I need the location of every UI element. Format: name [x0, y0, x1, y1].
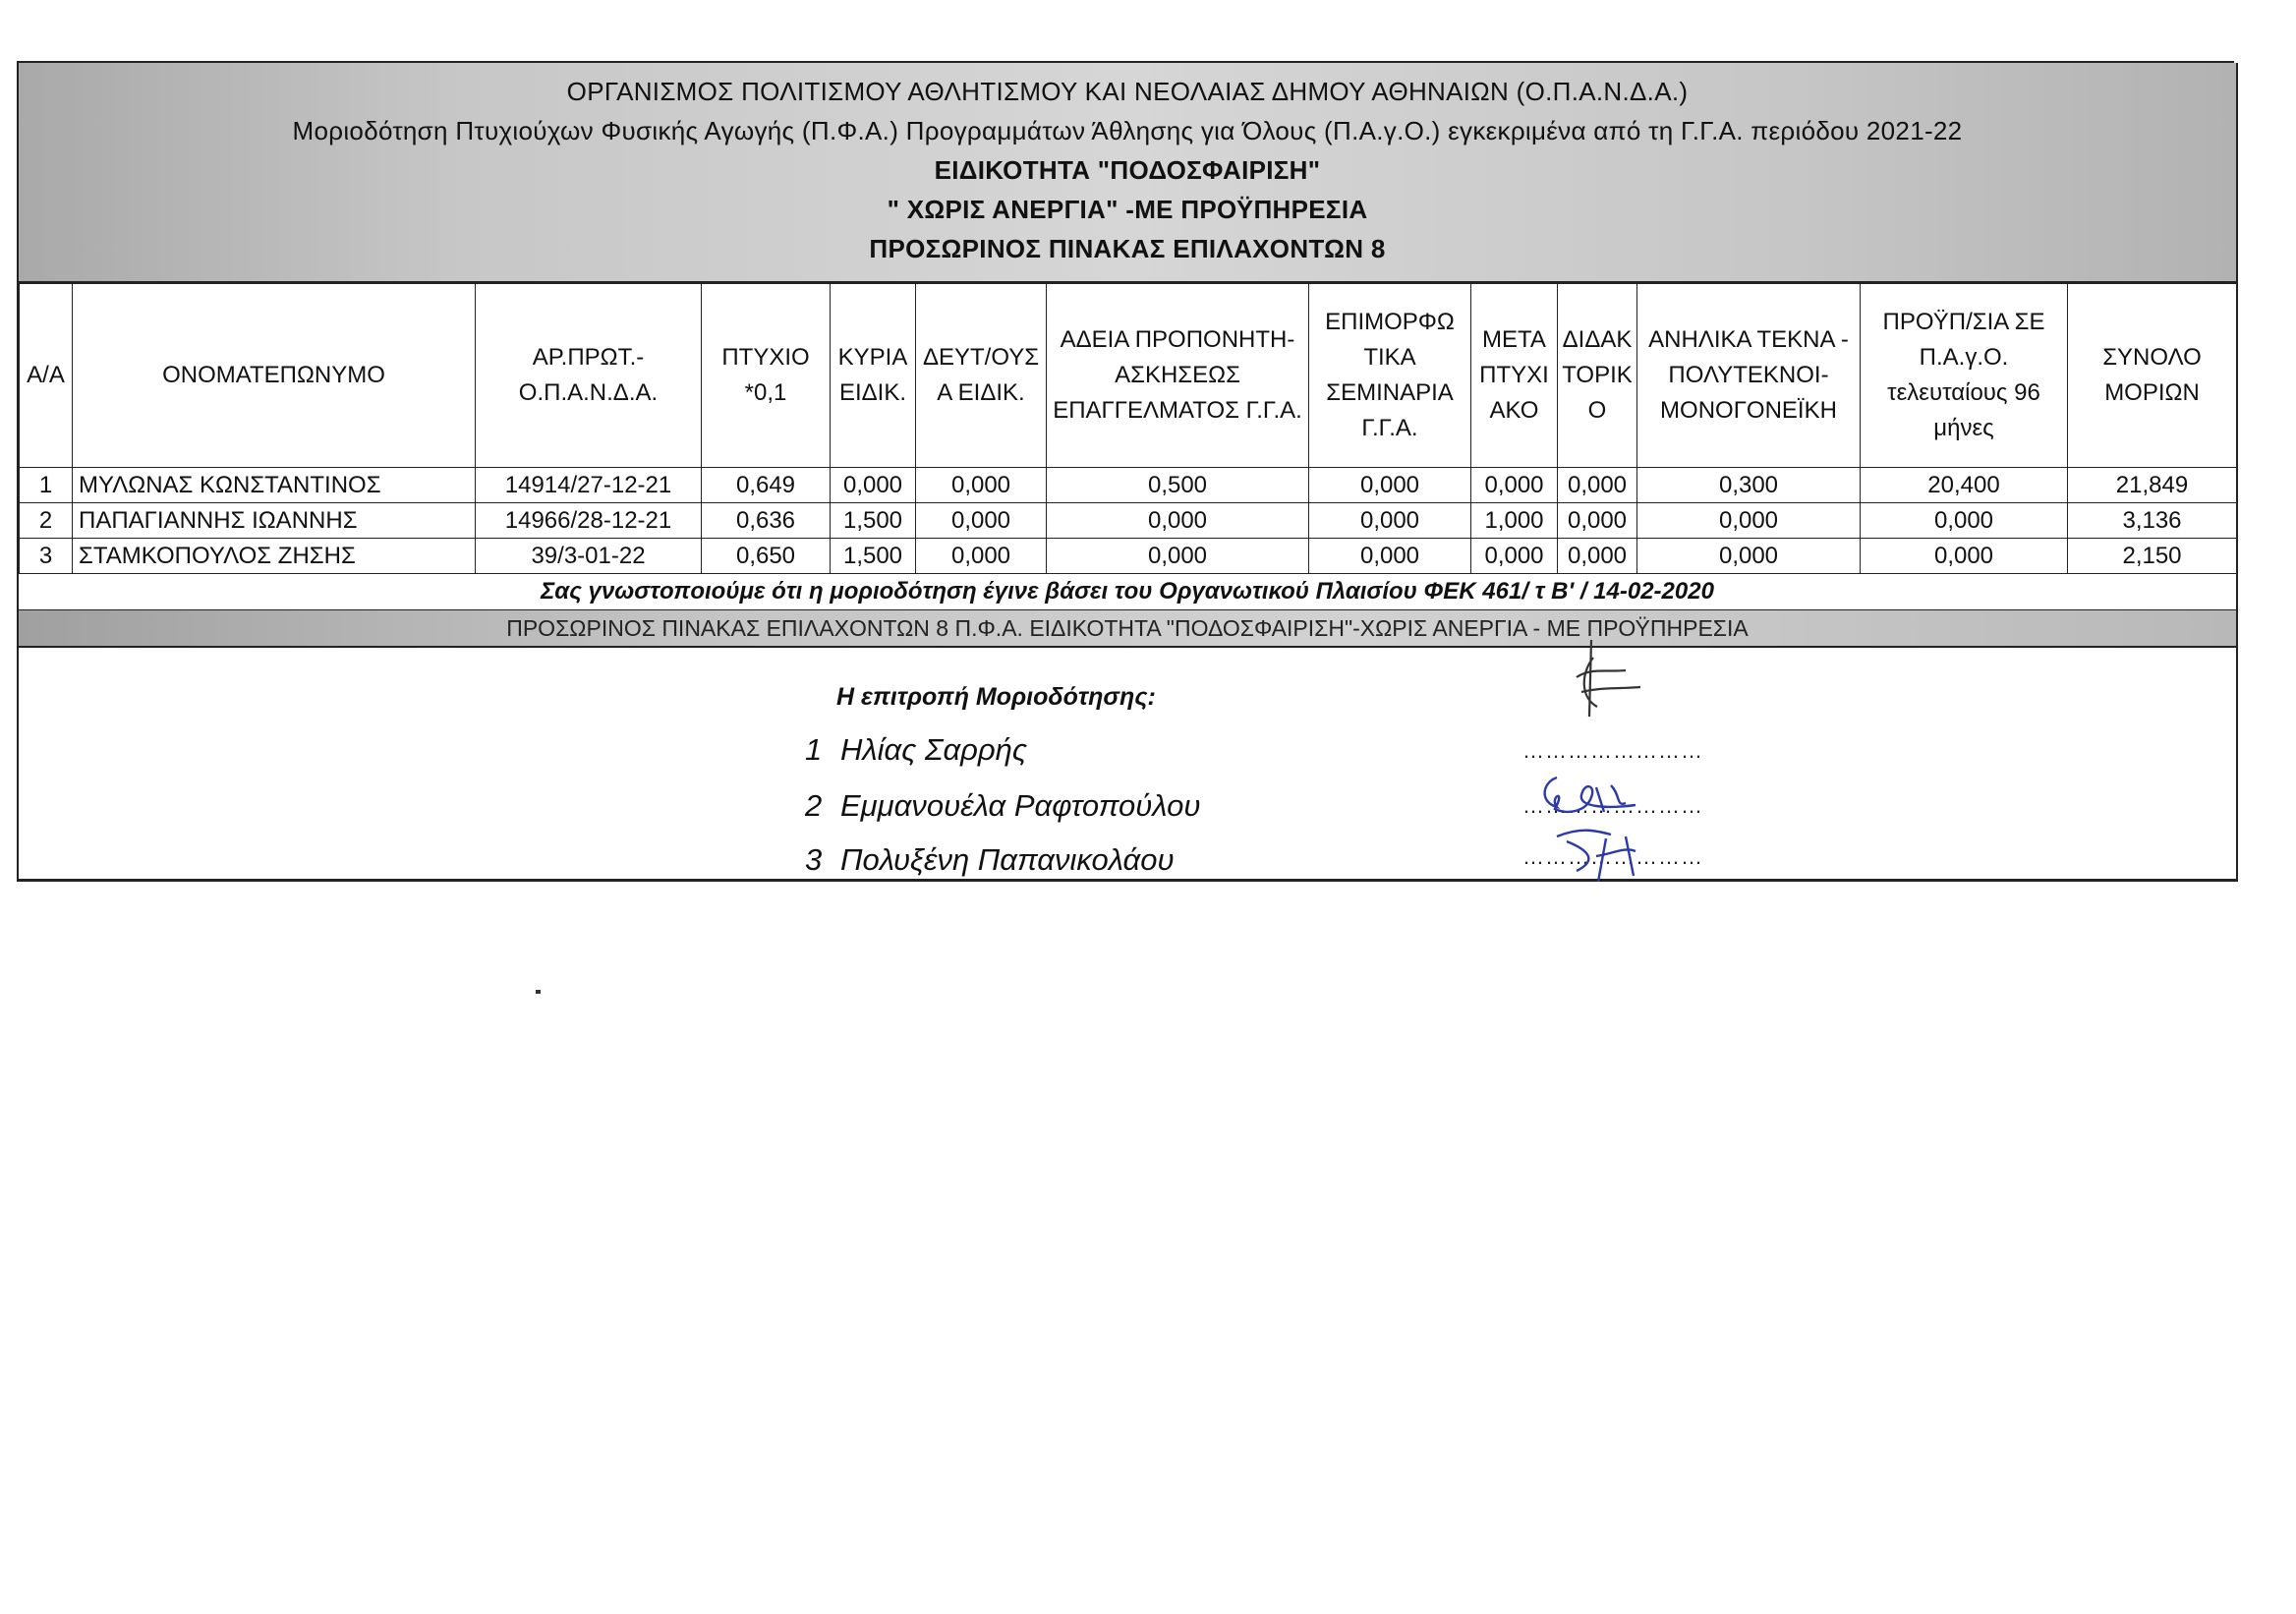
cell-coach-license: 0,500	[1047, 468, 1309, 503]
scoring-description: Μοριοδότηση Πτυχιούχων Φυσικής Αγωγής (Π.Φ.Α.) Προγραμμάτων Άθλησης για Όλους (Π.Α.γ.Ο.) εγκεκριμένα από τη Γ.Γ.Α. περιόδου 2021-22	[292, 116, 1963, 145]
col-header-total: ΣΥΝΟΛΟ ΜΟΡΙΩΝ	[2068, 284, 2237, 468]
specialty-title: ΕΙΔΙΚΟΤΗΤΑ "ΠΟΔΟΣΦΑΙΡΙΣΗ"	[934, 155, 1321, 185]
col-header-coach-license: ΑΔΕΙΑ ΠΡΟΠΟΝΗΤΗ- ΑΣΚΗΣΕΩΣ ΕΠΑΓΓΕΛΜΑΤΟΣ Γ.Γ.Α.	[1047, 284, 1309, 468]
cell-name: ΠΑΠΑΓΙΑΝΝΗΣ ΙΩΑΝΝΗΣ	[73, 503, 476, 539]
cell-total: 2,150	[2068, 539, 2237, 574]
organization-title: ΟΡΓΑΝΙΣΜΟΣ ΠΟΛΙΤΙΣΜΟΥ ΑΘΛΗΤΙΣΜΟΥ ΚΑΙ ΝΕΟΛΑΙΑΣ ΔΗΜΟΥ ΑΘΗΝΑΙΩΝ (Ο.Π.Α.Ν.Δ.Α.)	[566, 77, 1689, 106]
col-header-name: ΟΝΟΜΑΤΕΠΩΝΥΜΟ	[73, 284, 476, 468]
cell-aa: 1	[20, 468, 73, 503]
member-name: Εμμανουέλα Ραφτοπούλου	[840, 788, 1201, 823]
member-index: 2	[805, 788, 823, 823]
table-header-row	[20, 284, 2237, 468]
cell-main-specialty: 0,000	[831, 468, 916, 503]
cell-total: 21,849	[2068, 468, 2237, 503]
signature-3	[1537, 817, 1665, 886]
cell-coach-license: 0,000	[1047, 503, 1309, 539]
committee-title: Η επιτροπή Μοριοδότησης:	[836, 683, 1156, 711]
cell-coach-license: 0,000	[1047, 539, 1309, 574]
signature-line-3: ……………………	[1522, 844, 1703, 869]
cell-main-specialty: 1,500	[831, 539, 916, 574]
signature-line-1: ……………………	[1522, 738, 1703, 763]
cell-doctorate: 0,000	[1558, 503, 1637, 539]
header-band	[19, 63, 2236, 283]
cell-seminars: 0,000	[1309, 503, 1471, 539]
cell-postgrad: 0,000	[1471, 468, 1558, 503]
cell-postgrad: 1,000	[1471, 503, 1558, 539]
cell-protocol: 14966/28-12-21	[476, 503, 702, 539]
col-header-second-specialty: ΔΕΥΤ/ΟΥΣ Α ΕΙΔΙΚ.	[916, 284, 1047, 468]
member-name: Ηλίας Σαρρής	[840, 732, 1027, 767]
cell-degree: 0,649	[702, 468, 831, 503]
cell-degree: 0,650	[702, 539, 831, 574]
member-name: Πολυξένη Παπανικολάου	[840, 842, 1175, 877]
col-header-postgrad: ΜΕΤΑ ΠΤΥΧΙ ΑΚΟ	[1471, 284, 1558, 468]
table-row	[20, 468, 2237, 503]
member-index: 1	[805, 732, 823, 767]
col-header-experience: ΠΡΟΫΠ/ΣΙΑ ΣΕ Π.Α.γ.Ο. τελευταίους 96 μήνες	[1861, 284, 2068, 468]
cell-second-specialty: 0,000	[916, 468, 1047, 503]
committee-member-2	[805, 788, 1200, 824]
cell-name: ΣΤΑΜΚΟΠΟΥΛΟΣ ΖΗΣΗΣ	[73, 539, 476, 574]
signature-1	[1532, 638, 1680, 726]
cell-second-specialty: 0,000	[916, 503, 1047, 539]
signature-line-2: ……………………	[1522, 793, 1703, 818]
cell-children: 0,000	[1637, 539, 1861, 574]
legal-basis-note: Σας γνωστοποιούμε ότι η μοριοδότηση έγινε βάσει του Οργανωτικού Πλαισίου ΦΕΚ 461/ τ Β' / 14-02-2020	[19, 574, 2236, 610]
cell-experience: 20,400	[1861, 468, 2068, 503]
cell-experience: 0,000	[1861, 539, 2068, 574]
committee-section	[19, 648, 2236, 882]
cell-doctorate: 0,000	[1558, 539, 1637, 574]
cell-degree: 0,636	[702, 503, 831, 539]
scan-speck	[536, 990, 541, 994]
col-header-children: ΑΝΗΛΙΚΑ ΤΕΚΝΑ - ΠΟΛΥΤΕΚΝΟΙ- ΜΟΝΟΓΟΝΕΪΚΗ	[1637, 284, 1861, 468]
col-header-doctorate: ΔΙΔΑΚ ΤΟΡΙΚ Ο	[1558, 284, 1637, 468]
table-row	[20, 539, 2237, 574]
cell-protocol: 14914/27-12-21	[476, 468, 702, 503]
cell-name: ΜΥΛΩΝΑΣ ΚΩΝΣΤΑΝΤΙΝΟΣ	[73, 468, 476, 503]
cell-main-specialty: 1,500	[831, 503, 916, 539]
table-row	[20, 503, 2237, 539]
cell-total: 3,136	[2068, 503, 2237, 539]
col-header-seminars: ΕΠΙΜΟΡΦΩ ΤΙΚΑ ΣΕΜΙΝΑΡΙΑ Γ.Γ.Α.	[1309, 284, 1471, 468]
scores-table	[19, 283, 2237, 574]
cell-postgrad: 0,000	[1471, 539, 1558, 574]
cell-aa: 3	[20, 539, 73, 574]
document-sheet	[17, 63, 2238, 882]
cell-aa: 2	[20, 503, 73, 539]
col-header-protocol: ΑΡ.ΠΡΩΤ.- Ο.Π.Α.Ν.Δ.Α.	[476, 284, 702, 468]
committee-member-3	[805, 842, 1175, 878]
committee-member-1	[805, 732, 1027, 768]
col-header-degree: ΠΤΥΧΙΟ *0,1	[702, 284, 831, 468]
cell-protocol: 39/3-01-22	[476, 539, 702, 574]
cell-children: 0,300	[1637, 468, 1861, 503]
member-index: 3	[805, 842, 823, 877]
cell-children: 0,000	[1637, 503, 1861, 539]
cell-doctorate: 0,000	[1558, 468, 1637, 503]
col-header-aa: Α/Α	[20, 284, 73, 468]
table-title: ΠΡΟΣΩΡΙΝΟΣ ΠΙΝΑΚΑΣ ΕΠΙΛΑΧΟΝΤΩΝ 8	[869, 234, 1386, 263]
cell-second-specialty: 0,000	[916, 539, 1047, 574]
cell-experience: 0,000	[1861, 503, 2068, 539]
footer-band: ΠΡΟΣΩΡΙΝΟΣ ΠΙΝΑΚΑΣ ΕΠΙΛΑΧΟΝΤΩΝ 8 Π.Φ.Α. ΕΙΔΙΚΟΤΗΤΑ "ΠΟΔΟΣΦΑΙΡΙΣΗ"-ΧΩΡΙΣ ΑΝΕΡΓΙΑ - ΜΕ ΠΡΟΫΠΗΡΕΣΙΑ	[19, 610, 2236, 648]
cell-seminars: 0,000	[1309, 468, 1471, 503]
col-header-main-specialty: ΚΥΡΙΑ ΕΙΔΙΚ.	[831, 284, 916, 468]
cell-seminars: 0,000	[1309, 539, 1471, 574]
category-title: " ΧΩΡΙΣ ΑΝΕΡΓΙΑ" -ΜΕ ΠΡΟΫΠΗΡΕΣΙΑ	[887, 195, 1368, 224]
